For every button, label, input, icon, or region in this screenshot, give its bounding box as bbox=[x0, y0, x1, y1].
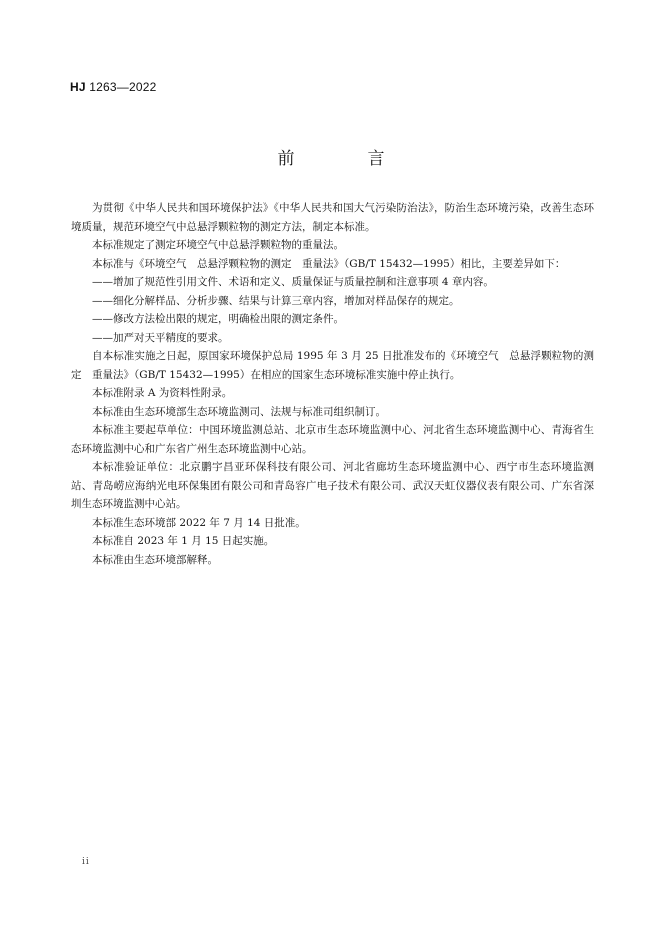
paragraph-supersedes: 自本标准实施之日起，原国家环境保护总局 1995 年 3 月 25 日批准发布的《环境空气 总悬浮颗粒物的测定 重量法》（GB/T 15432—1995）在相应的国家生态环境标准实施中停止执行。 bbox=[71, 350, 594, 381]
paragraph-scope: 本标准规定了测定环境空气中总悬浮颗粒物的重量法。 bbox=[92, 239, 344, 251]
paragraph-interpretation: 本标准由生态环境部解释。 bbox=[92, 553, 218, 566]
paragraph-purpose: 为贯彻《中华人民共和国环境保护法》《中华人民共和国大气污染防治法》，防治生态环境污染，改善生态环境质量，规范环境空气中总悬浮颗粒物的测定方法，制定本标准。 bbox=[71, 202, 594, 233]
paragraph-effective-date: 本标准自 2023 年 1 月 15 日起实施。 bbox=[92, 535, 275, 547]
list-item-difference-1: ——增加了规范性引用文件、术语和定义、质量保证与质量控制和注意事项 4 章内容。 bbox=[92, 276, 494, 288]
paragraph-organizer: 本标准由生态环境部生态环境监测司、法规与标准司组织制订。 bbox=[92, 405, 386, 418]
list-item-difference-3: ——修改方法检出限的规定，明确检出限的测定条件。 bbox=[92, 313, 344, 325]
page-title: 前 言 bbox=[277, 149, 413, 169]
page-number: ii bbox=[82, 857, 90, 867]
standard-code-prefix: HJ bbox=[70, 80, 86, 94]
standard-code-number: 1263—2022 bbox=[89, 80, 157, 94]
list-item-difference-4: ——加严对天平精度的要求。 bbox=[92, 331, 229, 344]
paragraph-validators: 本标准验证单位：北京鹏宇昌亚环保科技有限公司、河北省廊坊生态环境监测中心、西宁市生态环境监测站、青岛崂应海纳光电环保集团有限公司和青岛容广电子技术有限公司、武汉天虹仪器仪表有限公司、广东省深圳生态环境监测中心站。 bbox=[71, 461, 594, 510]
paragraph-differences: 本标准与《环境空气 总悬浮颗粒物的测定 重量法》（GB/T 15432—1995）相比，主要差异如下： bbox=[92, 257, 566, 270]
paragraph-approval: 本标准生态环境部 2022 年 7 月 14 日批准。 bbox=[92, 516, 306, 529]
paragraph-drafters: 本标准主要起草单位：中国环境监测总站、北京市生态环境监测中心、河北省生态环境监测中心、青海省生态环境监测中心和广东省广州生态环境监测中心站。 bbox=[71, 424, 594, 455]
foreword-body bbox=[71, 199, 594, 569]
list-item-difference-2: ——细化分解样品、分析步骤、结果与计算三章内容，增加对样品保存的规定。 bbox=[92, 294, 460, 307]
standard-code bbox=[70, 80, 157, 94]
paragraph-appendix: 本标准附录 A 为资料性附录。 bbox=[92, 387, 233, 399]
